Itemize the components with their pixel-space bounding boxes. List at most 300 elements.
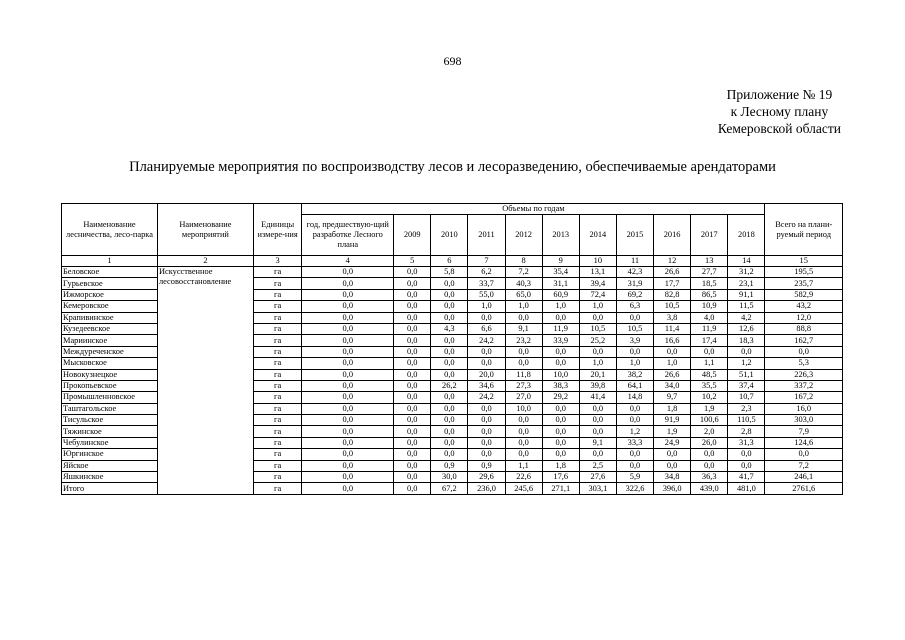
forestry-name-cell: Юргинское: [62, 449, 158, 460]
column-number-row: [62, 256, 843, 267]
prev-year-cell: 0,0: [302, 472, 394, 483]
year-value-cell: 0,0: [394, 426, 431, 437]
event-name-cell: Искусственное лесовосстановление: [157, 267, 253, 495]
forestry-name-cell: Мысковское: [62, 358, 158, 369]
year-value-cell: 0,0: [542, 358, 579, 369]
unit-cell: га: [253, 369, 301, 380]
forestry-name-cell: Чебулинское: [62, 437, 158, 448]
unit-cell: га: [253, 267, 301, 278]
header-forestry: Наименование лесничества, лесо-парка: [62, 204, 158, 256]
year-value-cell: 22,6: [505, 472, 542, 483]
appendix-caption: [718, 86, 841, 137]
total-cell: 16,0: [765, 403, 843, 414]
year-value-cell: 10,5: [654, 301, 691, 312]
year-value-cell: 86,5: [691, 289, 728, 300]
column-number: 6: [431, 256, 468, 267]
unit-cell: га: [253, 392, 301, 403]
prev-year-cell: 0,0: [302, 437, 394, 448]
forestry-name-cell: Яйское: [62, 460, 158, 471]
column-number: 3: [253, 256, 301, 267]
year-value-cell: 35,5: [691, 380, 728, 391]
year-value-cell: 0,0: [468, 358, 505, 369]
forestry-name-cell: Яшкинское: [62, 472, 158, 483]
header-event: Наименование мероприятий: [157, 204, 253, 256]
year-value-cell: 0,0: [468, 437, 505, 448]
unit-cell: га: [253, 358, 301, 369]
year-value-cell: 0,0: [431, 415, 468, 426]
total-cell: 43,2: [765, 301, 843, 312]
forestry-name-cell: Прокопьевское: [62, 380, 158, 391]
total-cell: 124,6: [765, 437, 843, 448]
year-value-cell: 1,9: [691, 403, 728, 414]
year-value-cell: 10,0: [505, 403, 542, 414]
prev-year-cell: 0,0: [302, 323, 394, 334]
prev-year-cell: 0,0: [302, 369, 394, 380]
year-value-cell: 0,0: [394, 278, 431, 289]
year-value-cell: 0,0: [394, 323, 431, 334]
page-number: 698: [443, 54, 462, 68]
unit-cell: га: [253, 312, 301, 323]
year-value-cell: 24,2: [468, 392, 505, 403]
column-number: 1: [62, 256, 158, 267]
prev-year-cell: 0,0: [302, 449, 394, 460]
year-value-cell: 9,7: [654, 392, 691, 403]
year-value-cell: 11,4: [654, 323, 691, 334]
year-value-cell: 10,9: [691, 301, 728, 312]
total-cell: 0,0: [765, 449, 843, 460]
year-value-cell: 60,9: [542, 289, 579, 300]
year-value-cell: 9,1: [505, 323, 542, 334]
year-value-cell: 245,6: [505, 483, 542, 494]
unit-cell: га: [253, 415, 301, 426]
forestry-name-cell: Кузедеевское: [62, 323, 158, 334]
year-value-cell: 27,6: [579, 472, 616, 483]
year-value-cell: 26,6: [654, 267, 691, 278]
column-number: 14: [728, 256, 765, 267]
year-value-cell: 6,3: [616, 301, 653, 312]
year-value-cell: 481,0: [728, 483, 765, 494]
unit-cell: га: [253, 483, 301, 494]
unit-cell: га: [253, 426, 301, 437]
column-number: 9: [542, 256, 579, 267]
column-number: 2: [157, 256, 253, 267]
year-value-cell: 0,0: [505, 312, 542, 323]
prev-year-cell: 0,0: [302, 392, 394, 403]
year-value-cell: 26,6: [654, 369, 691, 380]
total-cell: 2761,6: [765, 483, 843, 494]
year-value-cell: 0,0: [394, 437, 431, 448]
year-value-cell: 33,9: [542, 335, 579, 346]
prev-year-cell: 0,0: [302, 426, 394, 437]
year-value-cell: 0,0: [394, 346, 431, 357]
year-value-cell: 0,0: [394, 267, 431, 278]
year-value-cell: 9,1: [579, 437, 616, 448]
year-value-cell: 42,3: [616, 267, 653, 278]
prev-year-cell: 0,0: [302, 289, 394, 300]
year-value-cell: 0,0: [431, 449, 468, 460]
year-value-cell: 27,7: [691, 267, 728, 278]
unit-cell: га: [253, 472, 301, 483]
year-value-cell: 0,0: [505, 358, 542, 369]
appendix-line: Приложение № 19: [726, 87, 833, 102]
column-number: 12: [654, 256, 691, 267]
year-value-cell: 0,0: [542, 415, 579, 426]
year-value-cell: 27,3: [505, 380, 542, 391]
header-year: 2009: [394, 215, 431, 256]
year-value-cell: 48,5: [691, 369, 728, 380]
year-value-cell: 11,5: [728, 301, 765, 312]
year-value-cell: 0,0: [654, 460, 691, 471]
forestry-name-cell: Крапивинское: [62, 312, 158, 323]
year-value-cell: 64,1: [616, 380, 653, 391]
year-value-cell: 1,0: [542, 301, 579, 312]
year-value-cell: 31,9: [616, 278, 653, 289]
year-value-cell: 0,0: [468, 346, 505, 357]
unit-cell: га: [253, 346, 301, 357]
header-year: 2010: [431, 215, 468, 256]
header-prev-year: год, предшествую-щий разработке Лесного плана: [302, 215, 394, 256]
year-value-cell: 2,5: [579, 460, 616, 471]
year-value-cell: 0,0: [468, 426, 505, 437]
year-value-cell: 0,0: [431, 278, 468, 289]
year-value-cell: 0,0: [468, 415, 505, 426]
header-year: 2013: [542, 215, 579, 256]
unit-cell: га: [253, 323, 301, 334]
year-value-cell: 0,0: [616, 403, 653, 414]
year-value-cell: 36,3: [691, 472, 728, 483]
year-value-cell: 18,5: [691, 278, 728, 289]
year-value-cell: 0,0: [654, 346, 691, 357]
header-year: 2018: [728, 215, 765, 256]
year-value-cell: 1,9: [654, 426, 691, 437]
year-value-cell: 1,1: [691, 358, 728, 369]
year-value-cell: 0,0: [394, 289, 431, 300]
forestry-name-cell: Кемеровское: [62, 301, 158, 312]
year-value-cell: 0,0: [505, 415, 542, 426]
year-value-cell: 0,0: [431, 403, 468, 414]
prev-year-cell: 0,0: [302, 278, 394, 289]
appendix-line: Кемеровской области: [717, 121, 841, 136]
table-row: [62, 267, 843, 278]
year-value-cell: 10,7: [728, 392, 765, 403]
year-value-cell: 10,0: [542, 369, 579, 380]
unit-cell: га: [253, 335, 301, 346]
prev-year-cell: 0,0: [302, 358, 394, 369]
unit-cell: га: [253, 449, 301, 460]
year-value-cell: 13,1: [579, 267, 616, 278]
year-value-cell: 4,3: [431, 323, 468, 334]
header-volumes: Объемы по годам: [302, 204, 765, 215]
column-number: 7: [468, 256, 505, 267]
prev-year-cell: 0,0: [302, 267, 394, 278]
prev-year-cell: 0,0: [302, 460, 394, 471]
year-value-cell: 396,0: [654, 483, 691, 494]
forestry-name-cell: Итого: [62, 483, 158, 494]
year-value-cell: 4,2: [728, 312, 765, 323]
year-value-cell: 0,0: [728, 460, 765, 471]
year-value-cell: 34,6: [468, 380, 505, 391]
appendix-line: к Лесному плану: [730, 104, 829, 119]
year-value-cell: 31,2: [728, 267, 765, 278]
year-value-cell: 1,8: [654, 403, 691, 414]
year-value-cell: 3,9: [616, 335, 653, 346]
year-value-cell: 33,7: [468, 278, 505, 289]
year-value-cell: 30,0: [431, 472, 468, 483]
year-value-cell: 27,0: [505, 392, 542, 403]
prev-year-cell: 0,0: [302, 312, 394, 323]
year-value-cell: 23,2: [505, 335, 542, 346]
unit-cell: га: [253, 460, 301, 471]
prev-year-cell: 0,0: [302, 483, 394, 494]
year-value-cell: 34,8: [654, 472, 691, 483]
total-cell: 7,9: [765, 426, 843, 437]
year-value-cell: 0,0: [579, 426, 616, 437]
year-value-cell: 5,8: [431, 267, 468, 278]
year-value-cell: 236,0: [468, 483, 505, 494]
year-value-cell: 0,0: [542, 346, 579, 357]
year-value-cell: 0,0: [616, 415, 653, 426]
column-number: 10: [579, 256, 616, 267]
year-value-cell: 2,0: [691, 426, 728, 437]
forestry-name-cell: Беловское: [62, 267, 158, 278]
year-value-cell: 0,0: [431, 437, 468, 448]
prev-year-cell: 0,0: [302, 335, 394, 346]
year-value-cell: 31,3: [728, 437, 765, 448]
year-value-cell: 0,0: [579, 312, 616, 323]
forestry-name-cell: Гурьевское: [62, 278, 158, 289]
year-value-cell: 0,0: [691, 346, 728, 357]
year-value-cell: 1,0: [579, 301, 616, 312]
year-value-cell: 20,0: [468, 369, 505, 380]
year-value-cell: 0,0: [431, 426, 468, 437]
year-value-cell: 6,2: [468, 267, 505, 278]
total-cell: 303,0: [765, 415, 843, 426]
total-cell: 0,0: [765, 346, 843, 357]
prev-year-cell: 0,0: [302, 301, 394, 312]
total-cell: 195,5: [765, 267, 843, 278]
year-value-cell: 34,0: [654, 380, 691, 391]
year-value-cell: 7,2: [505, 267, 542, 278]
column-number: 4: [302, 256, 394, 267]
total-cell: 162,7: [765, 335, 843, 346]
total-cell: 582,9: [765, 289, 843, 300]
total-cell: 337,2: [765, 380, 843, 391]
activities-table: [61, 203, 843, 495]
year-value-cell: 0,9: [431, 460, 468, 471]
year-value-cell: 0,0: [505, 449, 542, 460]
year-value-cell: 3,8: [654, 312, 691, 323]
year-value-cell: 0,9: [468, 460, 505, 471]
forestry-name-cell: Тяжинское: [62, 426, 158, 437]
forestry-name-cell: Новокузнецкое: [62, 369, 158, 380]
document-title: Планируемые мероприятия по воспроизводству лесов и лесоразведению, обеспечиваемые арендаторами: [129, 159, 776, 175]
year-value-cell: 0,0: [394, 358, 431, 369]
unit-cell: га: [253, 301, 301, 312]
year-value-cell: 1,2: [728, 358, 765, 369]
forestry-name-cell: Промышленновское: [62, 392, 158, 403]
year-value-cell: 1,0: [505, 301, 542, 312]
year-value-cell: 0,0: [468, 449, 505, 460]
year-value-cell: 82,8: [654, 289, 691, 300]
column-number: 5: [394, 256, 431, 267]
year-value-cell: 0,0: [542, 449, 579, 460]
year-value-cell: 0,0: [542, 437, 579, 448]
year-value-cell: 0,0: [616, 449, 653, 460]
year-value-cell: 1,8: [542, 460, 579, 471]
column-number: 11: [616, 256, 653, 267]
year-value-cell: 29,2: [542, 392, 579, 403]
year-value-cell: 2,8: [728, 426, 765, 437]
year-value-cell: 12,6: [728, 323, 765, 334]
year-value-cell: 4,0: [691, 312, 728, 323]
year-value-cell: 38,3: [542, 380, 579, 391]
total-cell: 7,2: [765, 460, 843, 471]
year-value-cell: 0,0: [431, 289, 468, 300]
year-value-cell: 25,2: [579, 335, 616, 346]
year-value-cell: 65,0: [505, 289, 542, 300]
year-value-cell: 0,0: [394, 380, 431, 391]
year-value-cell: 24,2: [468, 335, 505, 346]
year-value-cell: 0,0: [394, 415, 431, 426]
year-value-cell: 38,2: [616, 369, 653, 380]
year-value-cell: 0,0: [394, 369, 431, 380]
prev-year-cell: 0,0: [302, 415, 394, 426]
year-value-cell: 1,0: [468, 301, 505, 312]
year-value-cell: 51,1: [728, 369, 765, 380]
prev-year-cell: 0,0: [302, 380, 394, 391]
header-year: 2011: [468, 215, 505, 256]
year-value-cell: 0,0: [394, 335, 431, 346]
year-value-cell: 17,6: [542, 472, 579, 483]
year-value-cell: 0,0: [691, 460, 728, 471]
year-value-cell: 110,5: [728, 415, 765, 426]
year-value-cell: 20,1: [579, 369, 616, 380]
year-value-cell: 0,0: [431, 335, 468, 346]
forestry-name-cell: Мариинское: [62, 335, 158, 346]
year-value-cell: 10,5: [579, 323, 616, 334]
year-value-cell: 0,0: [616, 346, 653, 357]
year-value-cell: 26,2: [431, 380, 468, 391]
table-body: [62, 267, 843, 495]
year-value-cell: 0,0: [394, 392, 431, 403]
year-value-cell: 11,9: [542, 323, 579, 334]
year-value-cell: 303,1: [579, 483, 616, 494]
year-value-cell: 0,0: [542, 403, 579, 414]
year-value-cell: 72,4: [579, 289, 616, 300]
year-value-cell: 11,8: [505, 369, 542, 380]
header-year: 2015: [616, 215, 653, 256]
year-value-cell: 17,4: [691, 335, 728, 346]
year-value-cell: 0,0: [654, 449, 691, 460]
year-value-cell: 2,3: [728, 403, 765, 414]
unit-cell: га: [253, 437, 301, 448]
year-value-cell: 23,1: [728, 278, 765, 289]
year-value-cell: 69,2: [616, 289, 653, 300]
year-value-cell: 0,0: [431, 346, 468, 357]
prev-year-cell: 0,0: [302, 346, 394, 357]
header-total: Всего на плани-руемый период: [765, 204, 843, 256]
year-value-cell: 16,6: [654, 335, 691, 346]
total-cell: 167,2: [765, 392, 843, 403]
year-value-cell: 0,0: [431, 301, 468, 312]
year-value-cell: 0,0: [505, 346, 542, 357]
year-value-cell: 0,0: [394, 460, 431, 471]
year-value-cell: 37,4: [728, 380, 765, 391]
year-value-cell: 11,9: [691, 323, 728, 334]
year-value-cell: 5,9: [616, 472, 653, 483]
year-value-cell: 33,3: [616, 437, 653, 448]
total-cell: 246,1: [765, 472, 843, 483]
total-cell: 235,7: [765, 278, 843, 289]
year-value-cell: 31,1: [542, 278, 579, 289]
year-value-cell: 0,0: [728, 449, 765, 460]
year-value-cell: 1,2: [616, 426, 653, 437]
year-value-cell: 17,7: [654, 278, 691, 289]
column-number: 8: [505, 256, 542, 267]
year-value-cell: 0,0: [431, 369, 468, 380]
year-value-cell: 100,6: [691, 415, 728, 426]
year-value-cell: 0,0: [579, 449, 616, 460]
year-value-cell: 0,0: [505, 437, 542, 448]
forestry-name-cell: Ижморское: [62, 289, 158, 300]
year-value-cell: 0,0: [542, 312, 579, 323]
year-value-cell: 29,6: [468, 472, 505, 483]
year-value-cell: 91,1: [728, 289, 765, 300]
column-number: 13: [691, 256, 728, 267]
unit-cell: га: [253, 278, 301, 289]
total-cell: 5,3: [765, 358, 843, 369]
total-cell: 226,3: [765, 369, 843, 380]
prev-year-cell: 0,0: [302, 403, 394, 414]
year-value-cell: 0,0: [468, 403, 505, 414]
year-value-cell: 24,9: [654, 437, 691, 448]
forestry-name-cell: Тисульское: [62, 415, 158, 426]
year-value-cell: 1,0: [579, 358, 616, 369]
year-value-cell: 0,0: [394, 312, 431, 323]
year-value-cell: 0,0: [394, 472, 431, 483]
year-value-cell: 6,6: [468, 323, 505, 334]
year-value-cell: 10,5: [616, 323, 653, 334]
forestry-name-cell: Таштагольское: [62, 403, 158, 414]
total-cell: 88,8: [765, 323, 843, 334]
year-value-cell: 91,9: [654, 415, 691, 426]
year-value-cell: 39,8: [579, 380, 616, 391]
header-unit: Единицы измере-ния: [253, 204, 301, 256]
unit-cell: га: [253, 289, 301, 300]
year-value-cell: 0,0: [431, 358, 468, 369]
year-value-cell: 271,1: [542, 483, 579, 494]
year-value-cell: 0,0: [468, 312, 505, 323]
year-value-cell: 0,0: [505, 426, 542, 437]
year-value-cell: 0,0: [691, 449, 728, 460]
year-value-cell: 26,0: [691, 437, 728, 448]
header-year: 2014: [579, 215, 616, 256]
year-value-cell: 35,4: [542, 267, 579, 278]
unit-cell: га: [253, 380, 301, 391]
year-value-cell: 0,0: [579, 415, 616, 426]
year-value-cell: 0,0: [394, 403, 431, 414]
year-value-cell: 39,4: [579, 278, 616, 289]
year-value-cell: 0,0: [579, 403, 616, 414]
year-value-cell: 0,0: [394, 483, 431, 494]
year-value-cell: 0,0: [542, 426, 579, 437]
year-value-cell: 0,0: [616, 312, 653, 323]
year-value-cell: 439,0: [691, 483, 728, 494]
year-value-cell: 0,0: [616, 460, 653, 471]
header-year: 2017: [691, 215, 728, 256]
year-value-cell: 0,0: [431, 312, 468, 323]
year-value-cell: 0,0: [394, 301, 431, 312]
